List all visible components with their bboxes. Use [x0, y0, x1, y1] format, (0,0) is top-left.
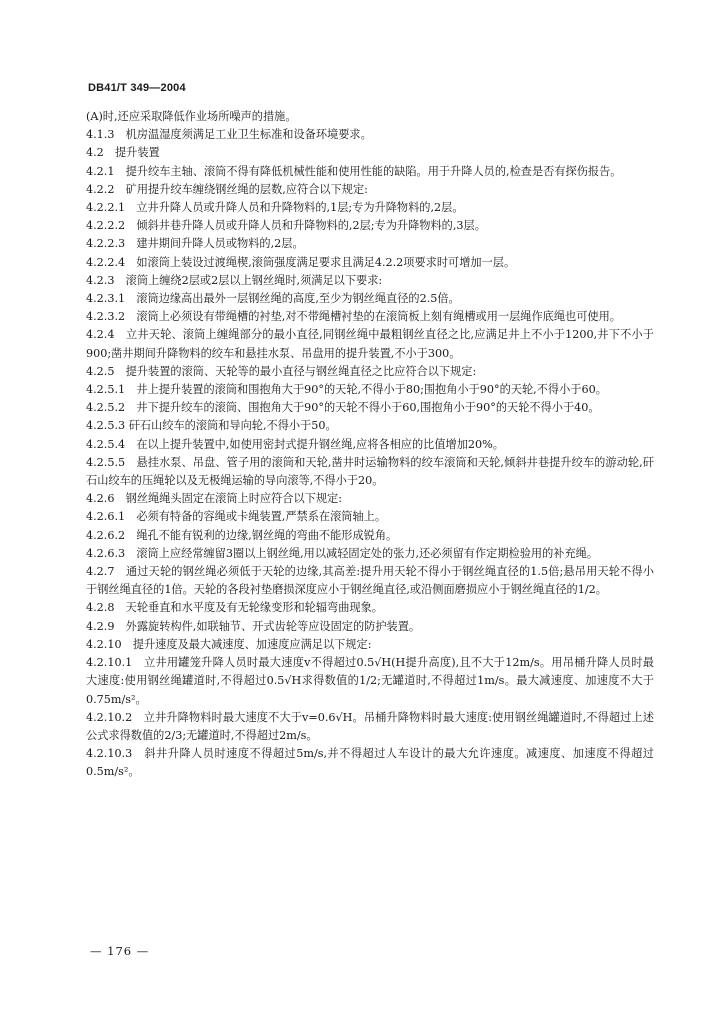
page-number: — 176 —: [90, 944, 150, 958]
standard-code-header: DB41/T 349—2004: [88, 82, 186, 94]
paragraph: 4.2.3.1 滚筒边缘高出最外一层钢丝绳的高度,至少为钢丝绳直径的2.5倍。: [86, 292, 460, 306]
paragraph: 4.2.3 滚筒上缠绕2层或2层以上钢丝绳时,须满足以下要求:: [86, 273, 383, 287]
paragraph: 4.2.2.1 立井升降人员或升降人员和升降物料的,1层;专为升降物料的,2层。: [86, 201, 464, 215]
paragraph: 4.2.2.4 如滚筒上装设过渡绳楔,滚筒强度满足要求且满足4.2.2项要求时可增加一层。: [86, 255, 516, 269]
section-heading: 4.2 提升装置: [86, 146, 160, 160]
paragraph: 4.2.8 天轮垂直和水平度及有无轮缘变形和轮辐弯曲现象。: [86, 601, 383, 615]
paragraph: 4.2.7 通过天轮的钢丝绳必须低于天轮的边缘,其高差:提升用天轮不得小于钢丝绳直径的1.5倍;悬吊用天轮不得小于钢丝绳直径的1倍。天轮的各段衬垫磨损深度应小于钢丝绳直径,或沿侧面磨损应小于钢丝绳直径的1/2。: [86, 565, 654, 597]
paragraph: 4.2.5 提升装置的滚筒、天轮等的最小直径与钢丝绳直径之比应符合以下规定:: [86, 364, 477, 378]
paragraph: 4.2.6.2 绳孔不能有锐利的边缘,钢丝绳的弯曲不能形成锐角。: [86, 528, 398, 542]
paragraph: 4.2.6 钢丝绳绳头固定在滚筒上时应符合以下规定:: [86, 492, 342, 506]
paragraph: 4.2.4 立井天轮、滚筒上缠绳部分的最小直径,同钢丝绳中最粗钢丝直径之比,应满足井上不小于1200,井下不小于900;凿井期间升降物料的绞车和悬挂水泵、吊盘用的提升装置,不小于300。: [86, 328, 654, 360]
paragraph: 4.2.2 矿用提升绞车缠绕钢丝绳的层数,应符合以下规定:: [86, 182, 368, 196]
paragraph: 4.2.5.3 矸石山绞车的滚筒和导向轮,不得小于50。: [86, 419, 337, 433]
paragraph: 4.2.2.3 建井期间升降人员或物料的,2层。: [86, 237, 304, 251]
paragraph: 4.2.10 提升速度及最大减速度、加速度应满足以下规定:: [86, 637, 372, 651]
paragraph: 4.2.2.2 倾斜井巷升降人员或升降人员和升降物料的,2层;专为升降物料的,3层。: [86, 219, 486, 233]
paragraph: 4.2.10.1 立井用罐笼升降人员时最大速度v不得超过0.5√H(H提升高度),且不大于12m/s。用吊桶升降人员时最大速度:使用钢丝绳罐道时,不得超过0.5√H求得数值的1/2;无罐道时,不得超过1m/s。最大减速度、加速度不大于0.75m/s²。: [86, 656, 654, 706]
paragraph: 4.2.3.2 滚筒上必须设有带绳槽的衬垫,对不带绳槽衬垫的在滚筒板上刻有绳槽或用一层绳作底绳也可使用。: [86, 310, 621, 324]
paragraph: (A)时,还应采取降低作业场所噪声的措施。: [86, 110, 297, 123]
paragraph: 4.2.6.1 必须有特备的容绳或卡绳装置,严禁系在滚筒轴上。: [86, 510, 387, 524]
paragraph: 4.2.5.2 井下提升绞车的滚筒、围抱角大于90°的天轮不得小于60,围抱角小于90°的天轮不得小于40。: [86, 401, 600, 415]
paragraph: 4.2.1 提升绞车主轴、滚筒不得有降低机械性能和使用性能的缺陷。用于升降人员的,检查是否有探伤报告。: [86, 164, 622, 178]
document-body: [86, 108, 654, 782]
paragraph: 4.2.5.1 井上提升装置的滚筒和围抱角大于90°的天轮,不得小于80;围抱角小于90°的天轮,不得小于60。: [86, 383, 607, 397]
paragraph: 4.2.6.3 滚筒上应经常缠留3圈以上钢丝绳,用以减轻固定处的张力,还必须留有作定期检验用的补充绳。: [86, 546, 599, 560]
paragraph: 4.1.3 机房温湿度须满足工业卫生标准和设备环境要求。: [86, 128, 372, 142]
paragraph: 4.2.5.4 在以上提升装置中,如使用密封式提升钢丝绳,应将各相应的比值增加20%。: [86, 437, 504, 451]
paragraph: 4.2.10.3 斜井升降人员时速度不得超过5m/s,并不得超过人车设计的最大允许速度。减速度、加速度不得超过0.5m/s²。: [86, 747, 654, 779]
paragraph: 4.2.10.2 立井升降物料时最大速度不大于v=0.6√H。吊桶升降物料时最大速度:使用钢丝绳罐道时,不得超过上述公式求得数值的2/3;无罐道时,不得超过2m/s。: [86, 710, 654, 742]
paragraph: 4.2.9 外露旋转构件,如联轴节、开式齿轮等应设固定的防护装置。: [86, 619, 421, 633]
paragraph: 4.2.5.5 悬挂水泵、吊盘、管子用的滚筒和天轮,凿井时运输物料的绞车滚筒和天轮,倾斜井巷提升绞车的游动轮,矸石山绞车的压绳轮以及无极绳运输的导向滚等,不得小于20。: [86, 455, 654, 488]
